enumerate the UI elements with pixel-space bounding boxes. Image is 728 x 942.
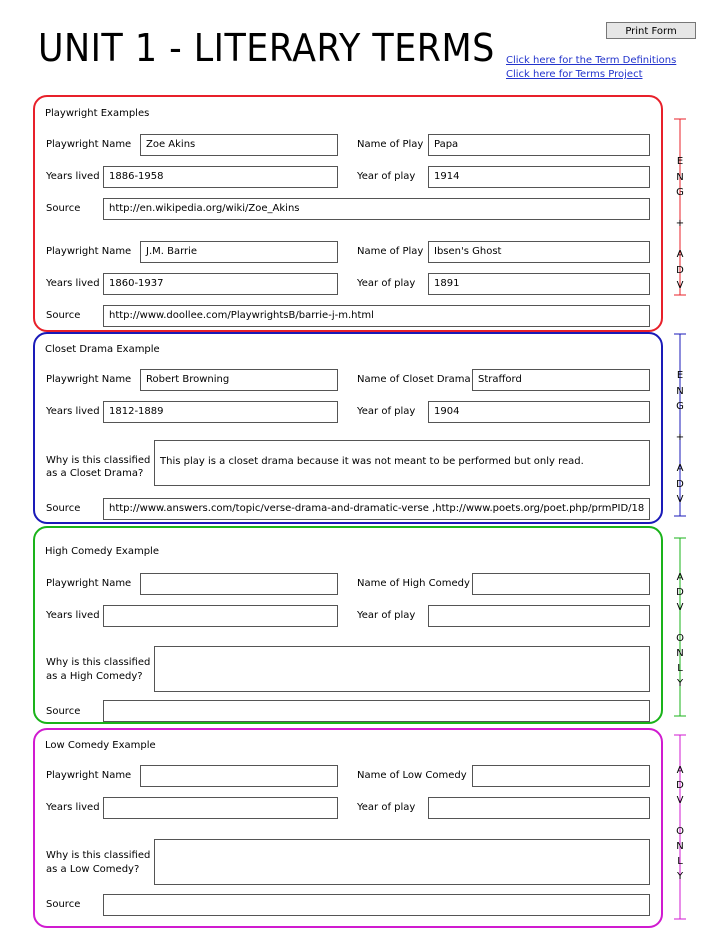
playwright-name-label: Playwright Name xyxy=(46,139,132,150)
source-label: Source xyxy=(46,503,81,514)
side-letter: A xyxy=(676,572,684,583)
years-lived-input[interactable]: 1812-1889 xyxy=(103,401,338,423)
name-of-play-input[interactable]: Papa xyxy=(428,134,650,156)
side-letter: L xyxy=(677,663,683,675)
side-letter: D xyxy=(676,478,684,490)
source-label: Source xyxy=(46,310,81,321)
section-heading: High Comedy Example xyxy=(45,546,159,557)
source-input[interactable] xyxy=(103,700,650,722)
side-letter: + xyxy=(675,218,685,229)
years-lived-input[interactable] xyxy=(103,605,338,627)
side-letter: N xyxy=(676,171,684,183)
why-classified-input[interactable] xyxy=(154,646,650,692)
side-letter: O xyxy=(676,632,684,644)
years-lived-label: Years lived xyxy=(46,610,100,621)
side-letter: + xyxy=(675,432,685,443)
name-of-play-label: Name of Play xyxy=(357,139,424,150)
years-lived-input[interactable] xyxy=(103,797,338,819)
side-letter: N xyxy=(676,841,684,852)
term-definitions-link[interactable]: Click here for the Term Definitions xyxy=(506,55,677,66)
playwright-name-label: Playwright Name xyxy=(46,246,132,257)
years-lived-label: Years lived xyxy=(46,278,100,289)
why-classified-input[interactable]: This play is a closet drama because it was not meant to be performed but only read. xyxy=(154,440,650,486)
source-input[interactable]: http://www.answers.com/topic/verse-drama-and-dramatic-verse ,http://www.poets.org/poet.php/prmPID/18 xyxy=(103,498,650,520)
why-classified-label: Why is this classified xyxy=(46,455,151,466)
page-title: UNIT 1 - LITERARY TERMS xyxy=(38,26,495,70)
section-heading: Playwright Examples xyxy=(45,108,150,119)
year-of-play-label: Year of play xyxy=(357,610,416,621)
side-letter: D xyxy=(676,264,684,276)
year-of-play-label: Year of play xyxy=(357,406,416,417)
closet-drama-panel xyxy=(33,332,663,524)
year-of-play-input[interactable] xyxy=(428,797,650,819)
year-of-play-input[interactable]: 1904 xyxy=(428,401,650,423)
name-of-play-label: Name of Play xyxy=(357,246,424,257)
year-of-play-label: Year of play xyxy=(357,802,416,813)
why-classified-label-line2: as a Low Comedy? xyxy=(46,864,140,875)
year-of-play-label: Year of play xyxy=(357,278,416,289)
side-letter: D xyxy=(676,587,684,599)
years-lived-label: Years lived xyxy=(46,171,100,182)
years-lived-label: Years lived xyxy=(46,406,100,417)
name-of-play-input[interactable]: Ibsen's Ghost xyxy=(428,241,650,263)
print-form-button[interactable]: Print Form xyxy=(606,22,696,39)
playwright-name-input[interactable]: J.M. Barrie xyxy=(140,241,338,263)
section-heading: Low Comedy Example xyxy=(45,740,156,751)
source-label: Source xyxy=(46,899,81,910)
why-classified-label: Why is this classified xyxy=(46,850,151,861)
why-classified-label-line2: as a High Comedy? xyxy=(46,671,143,682)
name-of-low-comedy-input[interactable] xyxy=(472,765,650,787)
name-of-high-comedy-label: Name of High Comedy xyxy=(357,578,470,589)
years-lived-label: Years lived xyxy=(46,802,100,813)
year-of-play-input[interactable]: 1891 xyxy=(428,273,650,295)
side-letter: D xyxy=(676,780,684,792)
side-letter: A xyxy=(676,463,684,474)
side-letter: N xyxy=(676,385,684,397)
year-of-play-input[interactable]: 1914 xyxy=(428,166,650,188)
playwright-name-input[interactable]: Robert Browning xyxy=(140,369,338,391)
year-of-play-label: Year of play xyxy=(357,171,416,182)
side-letter: V xyxy=(676,494,684,505)
source-label: Source xyxy=(46,203,81,214)
side-letter: A xyxy=(676,249,684,260)
playwright-name-label: Playwright Name xyxy=(46,770,132,781)
playwright-name-input[interactable]: Zoe Akins xyxy=(140,134,338,156)
side-letter: G xyxy=(676,187,684,198)
terms-project-link[interactable]: Click here for Terms Project xyxy=(506,69,643,80)
source-input[interactable]: http://en.wikipedia.org/wiki/Zoe_Akins xyxy=(103,198,650,220)
side-letter: G xyxy=(676,401,684,412)
side-letter: Y xyxy=(676,678,684,690)
side-letter: L xyxy=(677,856,683,868)
years-lived-input[interactable]: 1860-1937 xyxy=(103,273,338,295)
year-of-play-input[interactable] xyxy=(428,605,650,627)
section-heading: Closet Drama Example xyxy=(45,344,160,355)
why-classified-label: Why is this classified xyxy=(46,657,151,668)
name-of-closet-drama-input[interactable]: Strafford xyxy=(472,369,650,391)
side-letter: A xyxy=(676,765,684,776)
source-input[interactable]: http://www.doollee.com/PlaywrightsB/barrie-j-m.html xyxy=(103,305,650,327)
side-letter: N xyxy=(676,648,684,659)
side-letter: E xyxy=(676,370,684,381)
name-of-closet-drama-label: Name of Closet Drama xyxy=(357,374,471,385)
years-lived-input[interactable]: 1886-1958 xyxy=(103,166,338,188)
source-label: Source xyxy=(46,706,81,717)
playwright-name-label: Playwright Name xyxy=(46,374,132,385)
side-letter: V xyxy=(676,280,684,291)
name-of-low-comedy-label: Name of Low Comedy xyxy=(357,770,467,781)
name-of-high-comedy-input[interactable] xyxy=(472,573,650,595)
side-letter: O xyxy=(676,825,684,837)
why-classified-input[interactable] xyxy=(154,839,650,885)
side-letter: E xyxy=(676,156,684,167)
playwright-name-input[interactable] xyxy=(140,765,338,787)
playwright-name-label: Playwright Name xyxy=(46,578,132,589)
side-letter: V xyxy=(676,602,684,614)
playwright-name-input[interactable] xyxy=(140,573,338,595)
side-letter: V xyxy=(676,795,684,807)
side-letter: Y xyxy=(676,871,684,883)
why-classified-label-line2: as a Closet Drama? xyxy=(46,468,144,479)
source-input[interactable] xyxy=(103,894,650,916)
